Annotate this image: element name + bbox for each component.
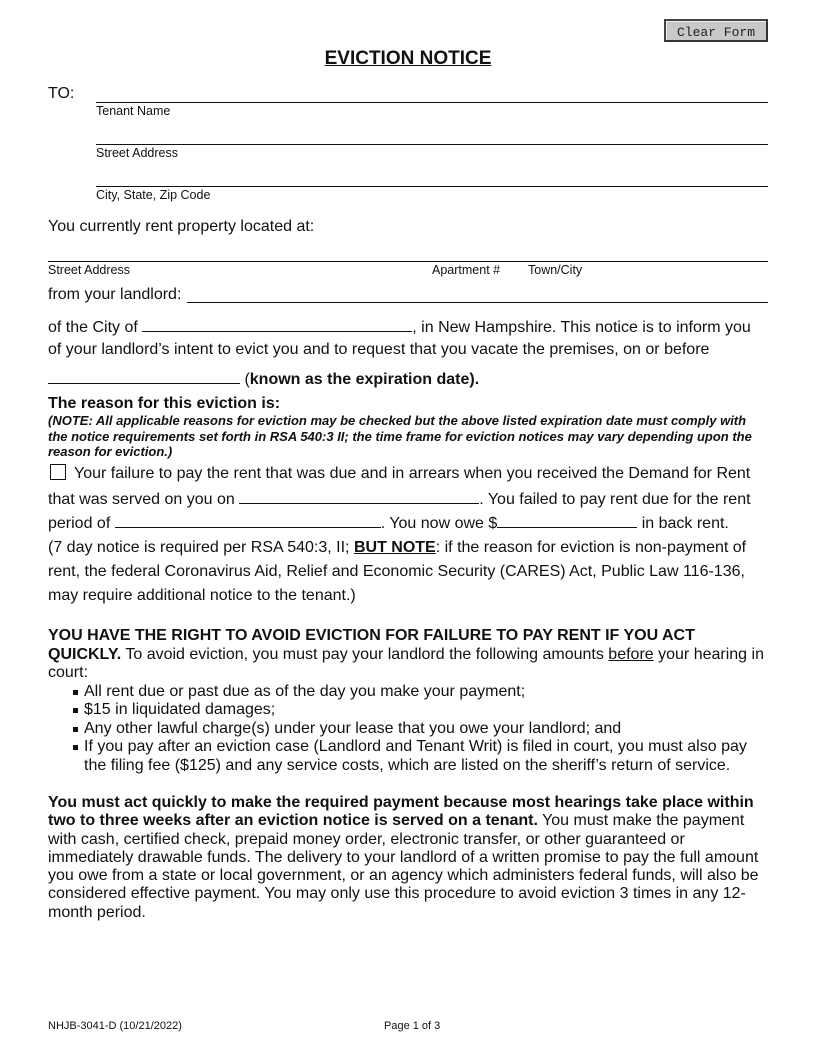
- act-quickly: [48, 794, 768, 922]
- paren: (: [244, 371, 250, 388]
- but-note: BUT NOTE: [353, 539, 436, 556]
- nonpayment-line2: [48, 488, 751, 509]
- right-text-b: your hearing in court:: [48, 645, 764, 681]
- served-date-field[interactable]: [239, 488, 479, 504]
- city-suffix: , in New Hampshire. This notice is to inform you: [412, 319, 751, 336]
- act-heading: You must act quickly to make the required payment because most hearings take place within two to three weeks after an eviction notice is served on a tenant.: [48, 794, 754, 830]
- right-text-a: To avoid eviction, you must pay your landlord the following amounts: [121, 645, 609, 663]
- expiration-label: known as the expiration date).: [249, 371, 480, 388]
- to-label: TO:: [48, 85, 75, 102]
- apartment-label: Apartment #: [432, 263, 501, 277]
- intent-text: of your landlord’s intent to evict you and to request that you vacate the premises, on or before: [48, 341, 710, 358]
- page-title: EVICTION NOTICE: [324, 48, 492, 69]
- right-to-avoid: [48, 627, 768, 775]
- owe-label: . You now owe $: [380, 515, 498, 532]
- page-number: Page 1 of 3: [384, 1020, 441, 1032]
- back-rent-label: in back rent.: [637, 515, 729, 532]
- list-item: If you pay after an eviction case (Landlord and Tenant Writ) is filed in court, you must also pay the filing fee ($125) and any service costs, which are listed on the sheriff’s return of service.: [72, 738, 768, 775]
- property-intro: You currently rent property located at:: [48, 218, 315, 235]
- list-item: Any other lawful charge(s) under your lease that you owe your landlord; and: [72, 720, 768, 739]
- landlord-label: from your landlord:: [48, 286, 182, 303]
- tenant-city-field[interactable]: [96, 186, 768, 187]
- before-text: before: [608, 645, 654, 663]
- nonpayment-line1: [48, 464, 750, 483]
- landlord-field[interactable]: [187, 302, 768, 303]
- form-id: NHJB-3041-D (10/21/2022): [48, 1020, 182, 1032]
- nonpayment-text: Your failure to pay the rent that was due and in arrears when you received the Demand for Rent: [74, 465, 751, 482]
- tenant-name-label: Tenant Name: [96, 104, 171, 118]
- nonpayment-line3: [48, 512, 729, 533]
- payment-list: [48, 683, 768, 776]
- tenant-name-field[interactable]: [96, 102, 768, 103]
- town-label: Town/City: [528, 263, 583, 277]
- period-label: period of: [48, 515, 111, 532]
- clear-form-button[interactable]: Clear Form: [664, 19, 768, 42]
- tenant-street-label: Street Address: [96, 146, 178, 160]
- nonpayment-checkbox[interactable]: [50, 464, 66, 480]
- tenant-street-field[interactable]: [96, 144, 768, 145]
- property-street-label: Street Address: [48, 263, 130, 277]
- rent-period-field[interactable]: [115, 512, 381, 528]
- served-suffix: . You failed to pay rent due for the rent: [479, 491, 751, 508]
- expiration-line: [48, 368, 479, 389]
- city-prefix: of the City of: [48, 319, 138, 336]
- act-text: You must make the payment with cash, certified check, prepaid money order, electronic transfer, or other guaranteed or immediately drawable funds. The delivery to your landlord of a written promise to pay the full amount you owe from a state or local government, or an agency which administers federal funds, will also be considered effective payment. You may only use this procedure to avoid eviction 3 times in any 12-month period.: [48, 812, 759, 921]
- expiration-date-field[interactable]: [48, 368, 240, 384]
- city-line: [48, 316, 751, 337]
- list-item: All rent due or past due as of the day you make your payment;: [72, 683, 768, 702]
- property-address-field[interactable]: [48, 261, 768, 262]
- cares-text-b: : if the reason for eviction is non-payment of rent, the federal Coronavirus Aid, Relief and Economic Security (CARES) Act, Public Law 116-136, may require additional notice to the tenant.): [48, 539, 747, 604]
- served-label: that was served on you on: [48, 491, 235, 508]
- reason-heading: The reason for this eviction is:: [48, 395, 281, 412]
- reason-note: (NOTE: All applicable reasons for eviction may be checked but the above listed expiration date must comply with the notice requirements set forth in RSA 540:3 II; the time frame for eviction notices may vary depending upon the reason for eviction.): [48, 413, 752, 459]
- amount-owed-field[interactable]: [497, 512, 637, 528]
- cares-text-a: (7 day notice is required per RSA 540:3, II;: [48, 539, 354, 556]
- cares-note: [48, 536, 768, 608]
- city-field[interactable]: [142, 316, 412, 332]
- tenant-city-label: City, State, Zip Code: [96, 188, 211, 202]
- right-heading: YOU HAVE THE RIGHT TO AVOID EVICTION FOR FAILURE TO PAY RENT IF YOU ACT QUICKLY.: [48, 627, 695, 663]
- list-item: $15 in liquidated damages;: [72, 701, 768, 720]
